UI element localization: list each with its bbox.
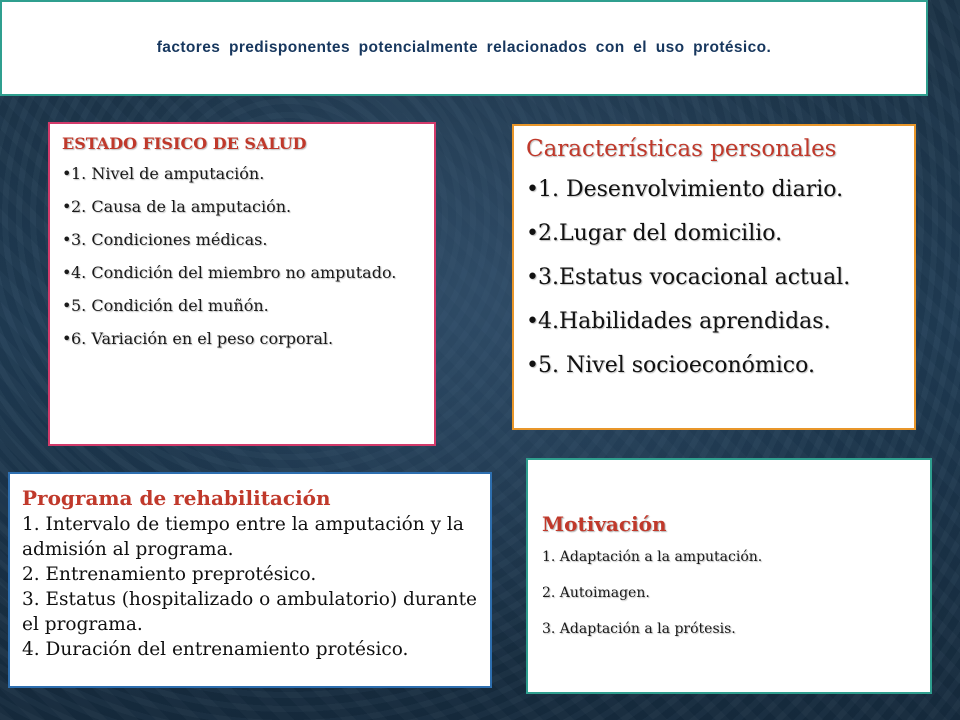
list-item: •2.Lugar del domicilio. (526, 221, 783, 246)
list-item: •3.Estatus vocacional actual. (526, 265, 851, 290)
list-item: 3. Estatus (hospitalizado o ambulatorio) durante el programa. (22, 589, 477, 635)
bullet-icon: • (62, 263, 72, 282)
list-item: 2. Autoimagen. (542, 585, 650, 601)
bullet-icon: • (62, 197, 72, 216)
bullet-icon: • (526, 265, 539, 290)
bullet-icon: • (62, 296, 72, 315)
bullet-icon: • (62, 329, 72, 348)
health-status-list (62, 163, 422, 349)
list-item: •4. Condición del miembro no amputado. (62, 263, 397, 282)
bullet-icon: • (526, 353, 539, 378)
title-box (0, 0, 928, 96)
list-item: 3. Adaptación a la prótesis. (542, 621, 736, 637)
list-item: 1. Adaptación a la amputación. (542, 549, 763, 565)
bullet-icon: • (526, 221, 539, 246)
health-status-box (48, 122, 436, 446)
health-status-heading: ESTADO FISICO DE SALUD (62, 134, 307, 153)
list-item: 4. Duración del entrenamiento protésico. (22, 639, 409, 660)
list-item: •5. Condición del muñón. (62, 296, 269, 315)
list-item: •3. Condiciones médicas. (62, 230, 268, 249)
list-item: •1. Nivel de amputación. (62, 164, 265, 183)
list-item: •4.Habilidades aprendidas. (526, 309, 831, 334)
list-item: •5. Nivel socioeconómico. (526, 353, 815, 378)
personal-characteristics-heading: Características personales (526, 136, 837, 162)
list-item: 2. Entrenamiento preprotésico. (22, 564, 317, 585)
bullet-icon: • (62, 230, 72, 249)
personal-characteristics-box (512, 124, 916, 430)
bullet-icon: • (526, 309, 539, 334)
rehab-program-heading: Programa de rehabilitación (22, 486, 331, 510)
rehab-program-box (8, 472, 492, 688)
slide-title: factores predisponentes potencialmente relacionados con el uso protésico. (156, 39, 772, 56)
motivation-heading: Motivación (542, 512, 667, 536)
list-item: •6. Variación en el peso corporal. (62, 329, 334, 348)
bullet-icon: • (62, 164, 72, 183)
list-item: 1. Intervalo de tiempo entre la amputación y la admisión al programa. (22, 514, 464, 560)
list-item: •2. Causa de la amputación. (62, 197, 292, 216)
personal-characteristics-list (526, 176, 902, 380)
list-item: •1. Desenvolvimiento diario. (526, 177, 844, 202)
bullet-icon: • (526, 177, 539, 202)
motivation-box (526, 458, 932, 694)
